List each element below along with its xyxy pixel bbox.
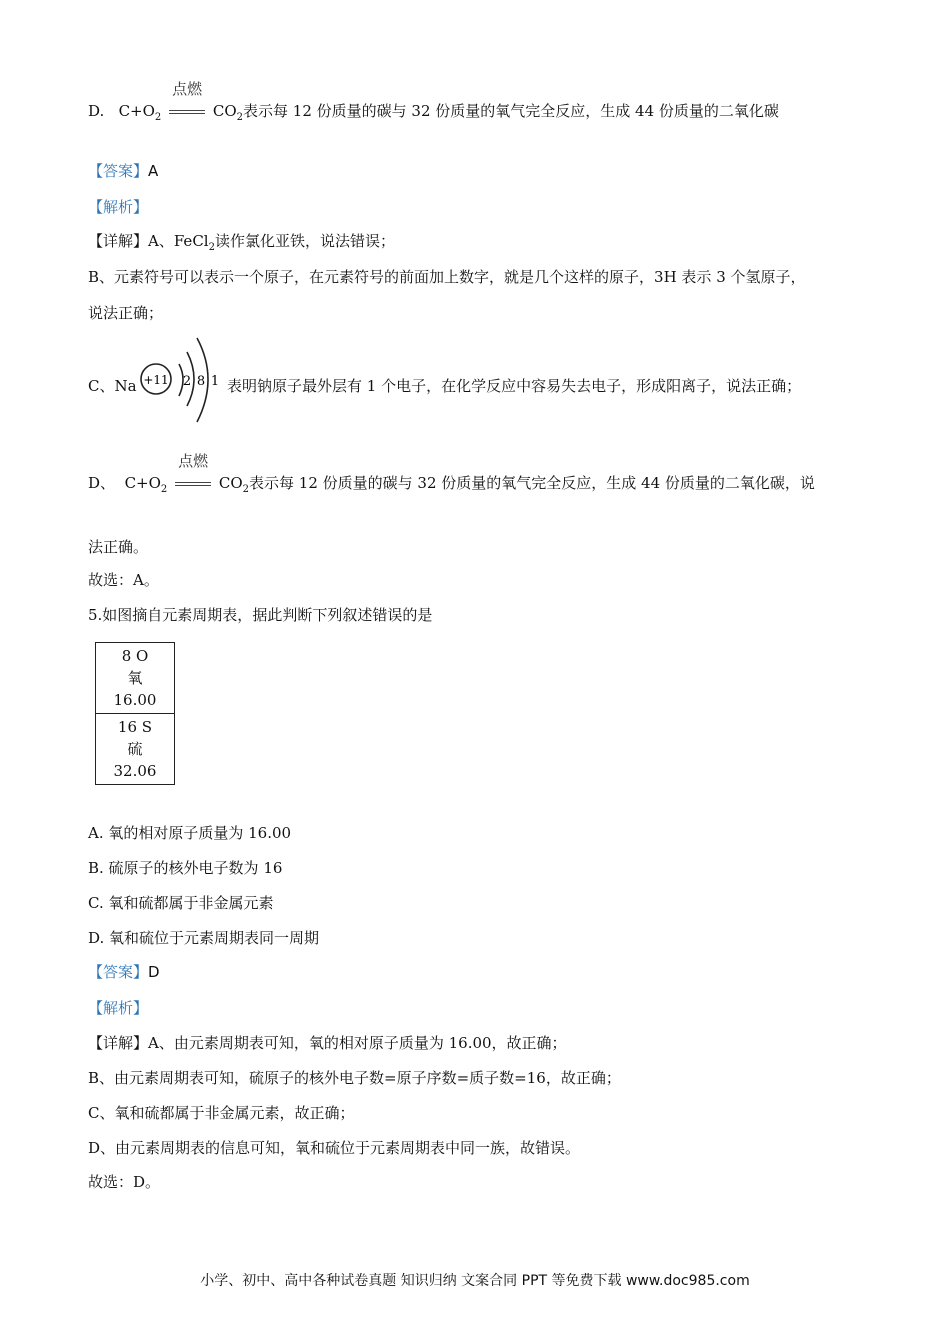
detail-label: 【详解】: [88, 1034, 149, 1052]
detail-label: 【详解】: [88, 232, 149, 250]
shell-electrons-2: 8: [196, 374, 206, 389]
q5-detail-d: D、由元素周期表的信息可知，氧和硫位于元素周期表中同一族，故错误。: [88, 1139, 581, 1157]
reactants: C+O: [124, 474, 161, 492]
option-d-equation: [88, 80, 779, 128]
analysis-label-line: [88, 197, 148, 217]
product: CO: [218, 474, 243, 492]
reactant-subscript: 2: [154, 112, 162, 123]
element-number-symbol: 8 O: [121, 647, 149, 665]
shell-electrons-3: 1: [210, 374, 220, 389]
element-name: 硫: [127, 740, 143, 758]
detail-a-subscript: 2: [208, 242, 215, 253]
answer-label: 【答案】: [88, 162, 149, 180]
q5-option-d: D. 氧和硫位于元素周期表同一周期: [88, 929, 320, 947]
detail-a-text: A、FeCl: [148, 232, 209, 250]
reaction-condition: 点燃: [178, 452, 209, 470]
element-name: 氧: [127, 669, 143, 687]
sodium-atom-structure-diagram: [139, 334, 225, 424]
q5-stem: 5.如图摘自元素周期表，据此判断下列叙述错误的是: [88, 606, 433, 624]
q5-detail-c: C、氧和硫都属于非金属元素，故正确；: [88, 1104, 355, 1122]
q5-option-c: C. 氧和硫都属于非金属元素: [88, 894, 274, 912]
option-text: 表示每 12 份质量的碳与 32 份质量的氧气完全反应，生成 44 份质量的二氧化碳: [243, 102, 779, 120]
detail-d-text: 表示每 12 份质量的碳与 32 份质量的氧气完全反应，生成 44 份质量的二氧化碳，说: [249, 474, 815, 492]
reaction-arrow: [166, 80, 208, 121]
element-cell-oxygen: [96, 643, 174, 713]
q5-option-a: A. 氧的相对原子质量为 16.00: [88, 824, 292, 842]
q5-answer-line: [88, 962, 160, 982]
reaction-arrow: [172, 452, 214, 493]
detail-b-2: 说法正确；: [88, 304, 164, 322]
product-subscript: 2: [242, 484, 250, 495]
analysis-label: 【解析】: [88, 198, 149, 216]
answer-value: D: [148, 963, 160, 981]
detail-c: [88, 376, 137, 396]
reactants: C+O: [118, 102, 155, 120]
q5-detail-b: B、由元素周期表可知，硫原子的核外电子数=原子序数=质子数=16，故正确；: [88, 1069, 621, 1087]
element-mass: 16.00: [113, 691, 157, 709]
periodic-table-excerpt: [95, 642, 175, 785]
detail-d-2: 法正确。: [88, 538, 149, 556]
q4-conclusion: 故选：A。: [88, 571, 159, 589]
q5-analysis-line: [88, 998, 148, 1018]
product-subscript: 2: [236, 112, 244, 123]
answer-label: 【答案】: [88, 963, 149, 981]
detail-a: [88, 231, 395, 258]
element-cell-sulfur: [96, 713, 174, 784]
q5-detail-a: [88, 1033, 567, 1053]
detail-c-text: 表明钠原子最外层有 1 个电子，在化学反应中容易失去电子，形成阳离子，说法正确；: [227, 377, 802, 395]
detail-a-text-2: 读作氯化亚铁，说法错误；: [214, 232, 395, 250]
answer-line: [88, 161, 158, 181]
q5-option-b: B. 硫原子的核外电子数为 16: [88, 859, 283, 877]
element-number-symbol: 16 S: [117, 718, 153, 736]
detail-c-prefix: C、Na: [88, 377, 137, 395]
page-footer: 小学、初中、高中各种试卷真题 知识归纳 文案合同 PPT 等免费下载 www.doc985.com: [200, 1273, 750, 1289]
q5-conclusion: 故选：D。: [88, 1173, 161, 1191]
product: CO: [212, 102, 237, 120]
detail-d: [88, 452, 815, 500]
shell-electrons-1: 2: [182, 374, 192, 389]
detail-a-text: A、由元素周期表可知，氧的相对原子质量为 16.00，故正确；: [148, 1034, 567, 1052]
element-mass: 32.06: [113, 762, 157, 780]
reaction-condition: 点燃: [172, 80, 203, 98]
analysis-label: 【解析】: [88, 999, 149, 1017]
option-label: D.: [88, 102, 105, 120]
detail-b-1: B、元素符号可以表示一个原子，在元素符号的前面加上数字，就是几个这样的原子，3H 表示 3 个氢原子，: [88, 268, 806, 286]
detail-d-prefix: D、: [88, 474, 116, 492]
nucleus-charge: +11: [143, 373, 169, 387]
answer-value: A: [148, 162, 159, 180]
reactant-subscript: 2: [160, 484, 168, 495]
